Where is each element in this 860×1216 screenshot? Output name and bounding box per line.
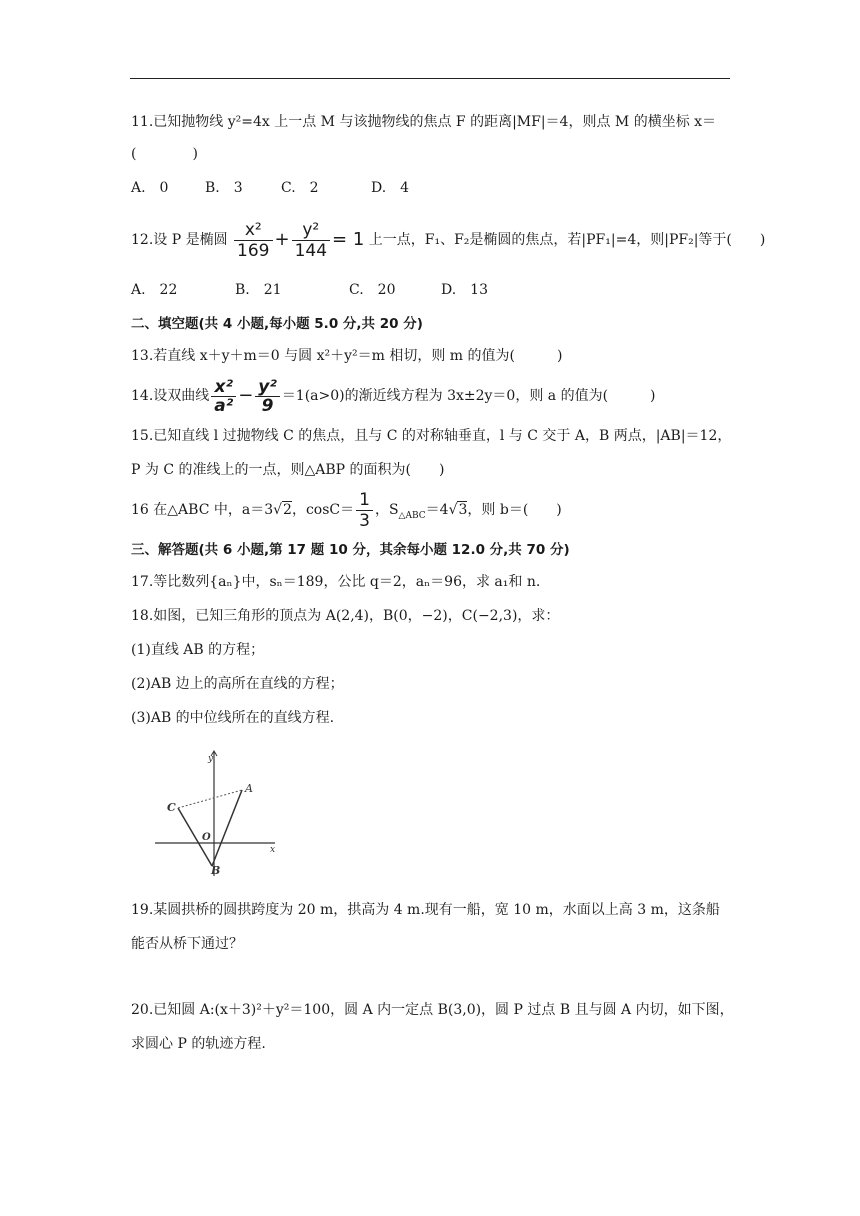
- sqrt-radicand: 3: [458, 502, 468, 518]
- fraction-denominator: 3: [359, 510, 370, 531]
- question-20-line-2: 求圆心 P 的轨迹方程.: [131, 1036, 266, 1052]
- fraction-denominator: 144: [294, 240, 328, 261]
- ellipse-fraction-x: [234, 220, 272, 261]
- question-18-part-3: (3)AB 的中位线所在的直线方程.: [131, 710, 335, 726]
- question-19-line-2: 能否从桥下通过？: [131, 936, 243, 952]
- point-a-label: A: [245, 782, 253, 795]
- question-16-text: [131, 486, 562, 540]
- triangle-figure: [150, 748, 285, 878]
- hyperbola-fraction-x: [211, 378, 236, 415]
- section-2-heading: 二、填空题(共 4 小题,每小题 5.0 分,共 20 分): [131, 316, 423, 332]
- question-11-paren: ( ): [131, 146, 198, 162]
- choice-c: C. 20: [349, 282, 396, 298]
- question-12-suffix: 上一点，F₁、F₂是椭圆的焦点，若|PF₁|=4，则|PF₂|等于( ): [368, 232, 766, 248]
- question-12-text: [131, 216, 765, 264]
- origin-label: O: [202, 832, 211, 843]
- fraction-numerator: 1: [356, 490, 373, 511]
- question-15-line-2: P 为 C 的准线上的一点，则△ABP 的面积为( ): [131, 462, 445, 478]
- area-subscript: △ABC: [398, 510, 426, 521]
- question-14-prefix: 14.设双曲线: [131, 388, 210, 404]
- choice-d: D. 13: [441, 282, 488, 298]
- edge-ca: [178, 790, 242, 808]
- question-16-prefix: 16 在△ABC 中，a＝3: [131, 502, 274, 518]
- question-17-text: 17.等比数列{aₙ}中，sₙ＝189，公比 q＝2，aₙ＝96，求 a₁和 n.: [131, 574, 541, 590]
- point-b-label: B: [211, 864, 221, 877]
- fraction-numerator: y²: [255, 378, 280, 397]
- header-rule: [130, 78, 730, 79]
- fraction-numerator: x²: [211, 378, 236, 397]
- fraction-denominator: a²: [214, 395, 234, 416]
- fraction-denominator: 9: [261, 395, 274, 416]
- question-20-line-1: 20.已知圆 A:(x＋3)²＋y²＝100，圆 A 内一定点 B(3,0)，圆 P 过点 B 且与圆 A 内切，如下图，: [131, 1002, 734, 1018]
- choice-a: A. 0: [131, 180, 169, 196]
- sqrt-icon: √: [448, 502, 458, 518]
- minus-sign: −: [238, 385, 254, 406]
- question-13-text: 13.若直线 x＋y＋m＝0 与圆 x²＋y²＝m 相切，则 m 的值为( ): [131, 348, 563, 364]
- choice-b: B. 3: [205, 180, 243, 196]
- plus-sign: +: [274, 229, 290, 250]
- sqrt-icon: √: [273, 502, 283, 518]
- question-19-line-1: 19.某圆拱桥的圆拱跨度为 20 m，拱高为 4 m.现有一船，宽 10 m，水面以上高 3 m，这条船: [131, 902, 720, 918]
- fraction-denominator: 169: [237, 240, 270, 261]
- choice-a: A. 22: [131, 282, 178, 298]
- question-16-cos: ，cosC＝: [291, 502, 355, 518]
- choice-b: B. 21: [235, 282, 282, 298]
- section-3-heading: 三、解答题(共 6 小题,第 17 题 10 分，其余每小题 12.0 分,共 70 分): [131, 542, 570, 558]
- hyperbola-fraction-y: [255, 378, 280, 415]
- x-label: x: [270, 845, 276, 855]
- y-label: y: [208, 754, 214, 764]
- question-12-prefix: 12.设 P 是椭圆: [131, 232, 228, 248]
- equals-one: = 1: [332, 229, 365, 250]
- choice-d: D. 4: [371, 180, 410, 196]
- fraction-numerator: x²: [234, 220, 272, 241]
- fraction-numerator: y²: [292, 220, 330, 241]
- cos-fraction: [356, 490, 373, 531]
- question-18-part-2: (2)AB 边上的高所在直线的方程；: [131, 676, 344, 692]
- ellipse-fraction-y: [292, 220, 330, 261]
- question-14-suffix: ＝1(a>0)的渐近线方程为 3x±2y＝0，则 a 的值为( ): [281, 388, 656, 404]
- question-16-area: ，S: [374, 502, 399, 518]
- question-18-stem: 18.如图，已知三角形的顶点为 A(2,4)，B(0，−2)，C(−2,3)，求：: [131, 608, 560, 624]
- question-18-part-1: (1)直线 AB 的方程；: [131, 642, 265, 658]
- edge-ba: [212, 790, 242, 866]
- point-c-label: C: [167, 801, 176, 814]
- question-11-text: 11.已知抛物线 y²=4x 上一点 M 与该抛物线的焦点 F 的距离|MF|＝4，则点 M 的横坐标 x＝: [131, 114, 717, 130]
- question-14-text: [131, 372, 656, 420]
- question-16-area-eq: ＝4: [425, 502, 449, 518]
- question-15-line-1: 15.已知直线 l 过抛物线 C 的焦点，且与 C 的对称轴垂直，l 与 C 交于 A，B 两点，|AB|＝12，: [131, 428, 732, 444]
- sqrt-radicand: 2: [283, 502, 292, 518]
- question-16-suffix: ，则 b＝( ): [467, 502, 562, 518]
- choice-c: C. 2: [281, 180, 319, 196]
